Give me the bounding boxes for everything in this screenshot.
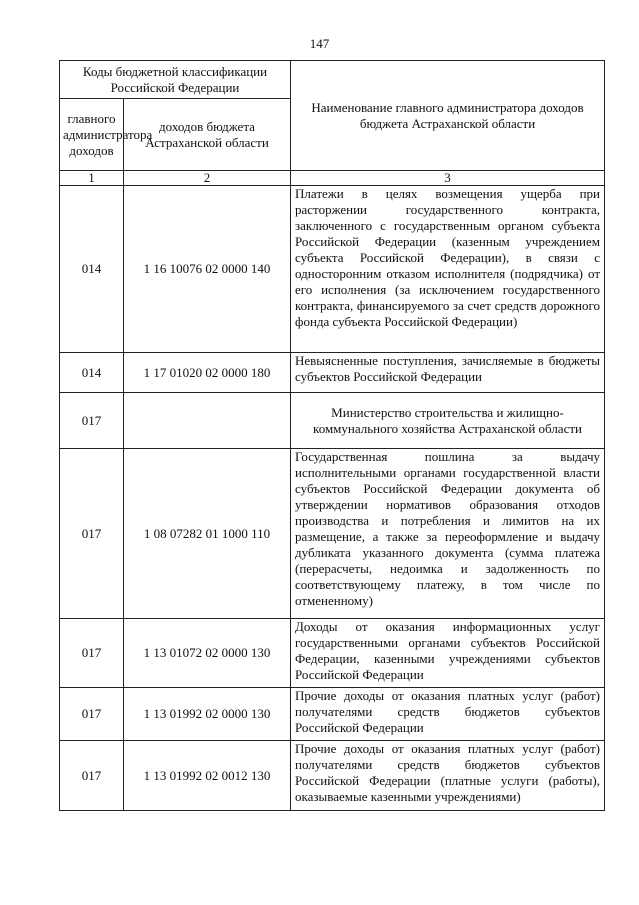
admin-code-cell: 014 bbox=[60, 353, 124, 393]
income-code-cell: 1 17 01020 02 0000 180 bbox=[124, 353, 291, 393]
name-cell: Прочие доходы от оказания платных услуг (работ) получателями средств бюджетов субъектов Российской Федерации bbox=[291, 688, 605, 741]
income-code-cell: 1 16 10076 02 0000 140 bbox=[124, 186, 291, 353]
table-row bbox=[60, 688, 605, 741]
table-row bbox=[60, 186, 605, 353]
column-number-1: 1 bbox=[60, 171, 124, 186]
table-row bbox=[60, 741, 605, 811]
table-row bbox=[60, 449, 605, 619]
admin-code-cell: 017 bbox=[60, 741, 124, 811]
admin-code-cell: 017 bbox=[60, 688, 124, 741]
budget-classification-table bbox=[59, 60, 605, 811]
admin-code-cell: 017 bbox=[60, 393, 124, 449]
name-cell: Прочие доходы от оказания платных услуг (работ) получателями средств бюджетов субъектов Российской Федерации (платные услуги (работы), оказываемые казенными учреждениями) bbox=[291, 741, 605, 811]
income-code-cell: 1 13 01992 02 0012 130 bbox=[124, 741, 291, 811]
table-row bbox=[60, 353, 605, 393]
admin-code-cell: 017 bbox=[60, 619, 124, 688]
name-cell: Платежи в целях возмещения ущерба при расторжении государственного контракта, заключенного с государственным органом субъекта Российской Федерации (казенным учреждением субъекта Российской Федерации), в связи с односторонним отказом исполнителя (подрядчика) от его исполнения (за исключением государственного контракта, финансируемого за счет средств дорожного фонда субъекта Российской Федерации) bbox=[291, 186, 605, 353]
header-administrator-name: Наименование главного администратора доходов бюджета Астраханской области bbox=[291, 61, 605, 171]
admin-code-cell: 014 bbox=[60, 186, 124, 353]
header-budget-codes: Коды бюджетной классификации Российской Федерации bbox=[60, 61, 291, 99]
income-code-cell: 1 13 01072 02 0000 130 bbox=[124, 619, 291, 688]
income-code-cell: 1 08 07282 01 1000 110 bbox=[124, 449, 291, 619]
name-cell: Невыясненные поступления, зачисляемые в бюджеты субъектов Российской Федерации bbox=[291, 353, 605, 393]
table-row bbox=[60, 619, 605, 688]
column-number-row bbox=[60, 171, 605, 186]
ministry-name-cell: Министерство строительства и жилищно-коммунального хозяйства Астраханской области bbox=[291, 393, 605, 449]
income-code-cell: 1 13 01992 02 0000 130 bbox=[124, 688, 291, 741]
table-row-ministry bbox=[60, 393, 605, 449]
name-cell: Доходы от оказания информационных услуг государственными органами субъектов Российской Федерации, казенными учреждениями субъектов Российской Федерации bbox=[291, 619, 605, 688]
name-cell: Государственная пошлина за выдачу исполнительными органами государственной власти субъектов Российской Федерации документа об утверждении нормативов образования отходов производства и потребления и лимитов на их размещение, а также за переоформление и выдачу дубликата указанного документа (сумма платежа (перерасчеты, недоимка и задолженность по соответствующему платежу, в том числе по отмененному) bbox=[291, 449, 605, 619]
header-income-code: доходов бюджета Астраханской области bbox=[124, 99, 291, 171]
column-number-2: 2 bbox=[124, 171, 291, 186]
table-header-row bbox=[60, 61, 605, 99]
column-number-3: 3 bbox=[291, 171, 605, 186]
admin-code-cell: 017 bbox=[60, 449, 124, 619]
header-admin-code: главного администратора доходов bbox=[60, 99, 124, 171]
page-number: 147 bbox=[309, 36, 330, 51]
income-code-cell bbox=[124, 393, 291, 449]
